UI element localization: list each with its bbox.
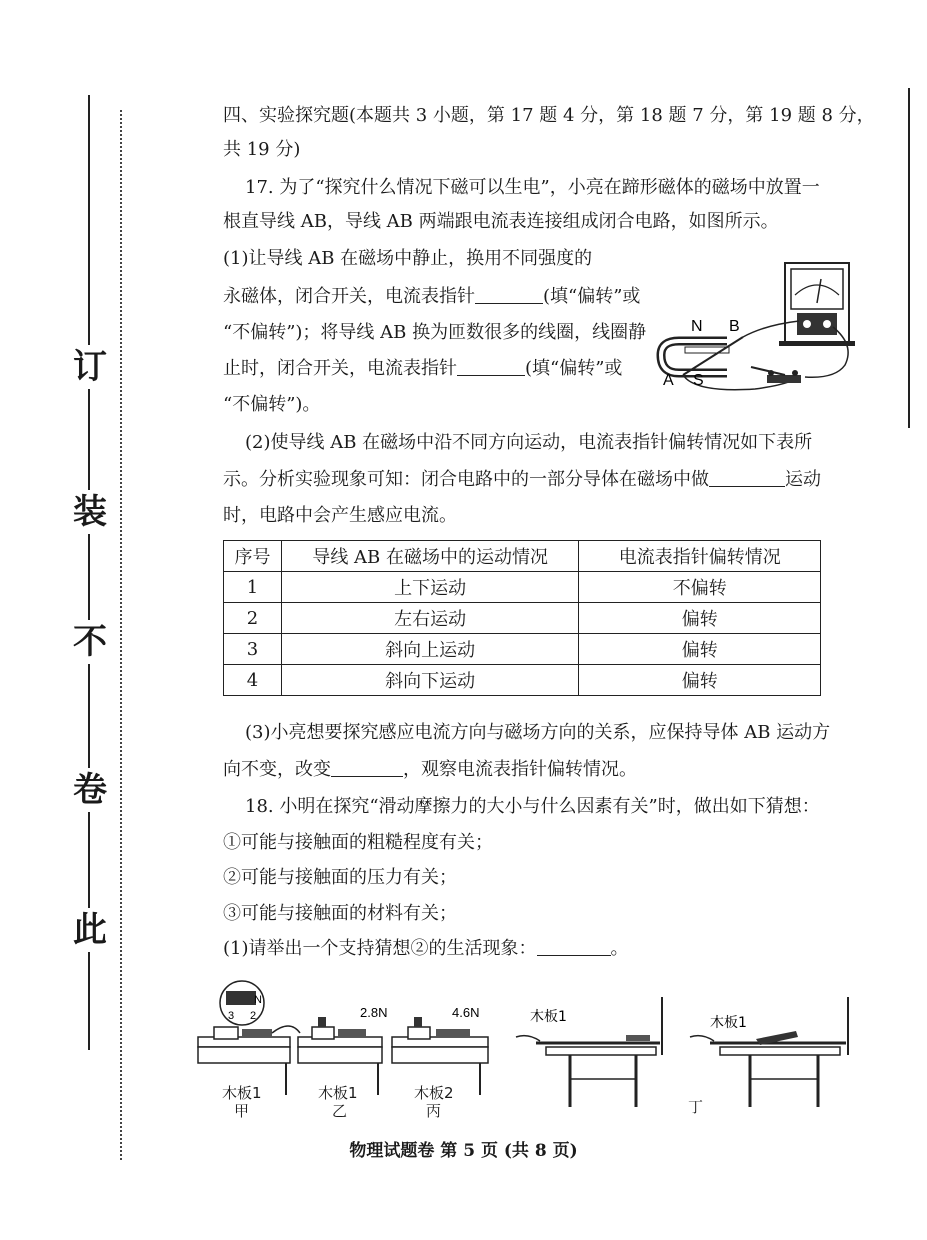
- table-cell: 2: [224, 603, 282, 634]
- ding-label: 丁: [688, 1098, 704, 1116]
- label-n: N: [691, 318, 703, 335]
- scale-label-2: 2: [250, 1010, 257, 1022]
- ding-board-b-label: 木板1: [710, 1015, 747, 1031]
- jia-label: 甲: [234, 1102, 250, 1120]
- table-row: [224, 603, 821, 634]
- binding-char-bu: 不: [68, 620, 112, 664]
- q17-part3-line2: [223, 755, 637, 785]
- label-a: A: [663, 372, 674, 389]
- table-cell: 上下运动: [281, 572, 578, 603]
- scale-label-n: N: [254, 994, 262, 1006]
- binding-solid-line: [88, 95, 90, 1050]
- binding-char-ding: 订: [68, 345, 112, 389]
- table-header-cell: 电流表指针偏转情况: [579, 541, 821, 572]
- ding-board-a-label: 木板1: [530, 1009, 567, 1025]
- q18-blank-1[interactable]: [537, 935, 611, 956]
- scale-label-3: 3: [228, 1010, 235, 1022]
- yi-force-label: 2.8N: [360, 1005, 388, 1020]
- q17-blank-1[interactable]: [475, 283, 543, 304]
- galvanometer-icon: [779, 263, 855, 346]
- right-margin-rule: [908, 88, 910, 428]
- q17-apparatus-figure: [655, 255, 855, 395]
- q17-blank-3[interactable]: [709, 466, 785, 487]
- section-title: 四、实验探究题(本题共 3 小题，第 17 题 4 分，第 18 题 7 分，第 19 题 8 分，: [223, 105, 875, 126]
- q18-intro: 18. 小明在探究“滑动摩擦力的大小与什么因素有关”时，做出如下猜想：: [245, 796, 820, 817]
- q18-guess-1: ①可能与接触面的粗糙程度有关；: [223, 832, 493, 853]
- label-s: S: [693, 372, 704, 389]
- q17-part1-line4: [223, 354, 622, 384]
- q17-part1-line2: [223, 282, 640, 312]
- q18-part1-text-b: 。: [610, 938, 629, 959]
- q17-part1-text-c: 止时，闭合开关，电流表指针: [223, 358, 457, 379]
- q17-part1-line1: (1)让导线 AB 在磁场中静止，换用不同强度的: [223, 248, 593, 269]
- q17-part1-text-d: (填“偏转”或: [525, 358, 623, 379]
- table-cell: 斜向下运动: [281, 665, 578, 696]
- table-cell: 偏转: [579, 665, 821, 696]
- jia-board-label: 木板1: [222, 1084, 262, 1102]
- yi-label: 乙: [332, 1102, 348, 1120]
- q17-blank-4[interactable]: [331, 756, 403, 777]
- binding-char-ci: 此: [68, 908, 112, 952]
- q17-part3-text-b: ，观察电流表指针偏转情况。: [403, 759, 637, 780]
- table-row: [224, 634, 821, 665]
- table-header-cell: 导线 AB 在磁场中的运动情况: [281, 541, 578, 572]
- table-cell: 左右运动: [281, 603, 578, 634]
- q17-part3-text-a: 向不变，改变: [223, 759, 331, 780]
- table-cell: 斜向上运动: [281, 634, 578, 665]
- page-footer: 物理试题卷 第 5 页 (共 8 页): [349, 1141, 578, 1161]
- q17-part1-line3: “不偏转”)；将导线 AB 换为匝数很多的线圈，线圈静: [223, 322, 647, 343]
- table-header-row: [224, 541, 821, 572]
- table-cell: 偏转: [579, 603, 821, 634]
- q17-part2-text-b: 运动: [785, 469, 821, 490]
- figure-ding-flat: [516, 997, 662, 1107]
- table-cell: 偏转: [579, 634, 821, 665]
- binding-dotted-line: [120, 110, 122, 1160]
- table-cell: 不偏转: [579, 572, 821, 603]
- table-cell: 4: [224, 665, 282, 696]
- bing-board-label: 木板2: [414, 1084, 454, 1102]
- q17-part2-text-a: 示。分析实验现象可知：闭合电路中的一部分导体在磁场中做: [223, 469, 709, 490]
- q18-part1-text-a: (1)请举出一个支持猜想②的生活现象：: [223, 938, 537, 959]
- table-row: [224, 665, 821, 696]
- q17-part3-line1: (3)小亮想要探究感应电流方向与磁场方向的关系，应保持导体 AB 运动方: [245, 722, 831, 743]
- q17-part2-line3: 时，电路中会产生感应电流。: [223, 505, 457, 526]
- q18-guess-3: ③可能与接触面的材料有关；: [223, 903, 457, 924]
- switch-icon: [751, 367, 801, 383]
- q17-results-table: [223, 540, 821, 696]
- q18-guess-2: ②可能与接触面的压力有关；: [223, 867, 457, 888]
- bing-label: 丙: [426, 1102, 442, 1120]
- q17-part2-line2: [223, 465, 821, 495]
- q18-experiment-figures: [190, 975, 860, 1115]
- figure-jia: [198, 981, 300, 1095]
- section-title-cont: 共 19 分): [223, 139, 301, 160]
- q17-intro-cont: 根直导线 AB，导线 AB 两端跟电流表连接组成闭合电路，如图所示。: [223, 211, 779, 232]
- q18-part1: [223, 934, 629, 964]
- binding-char-juan: 卷: [68, 768, 112, 812]
- bing-force-label: 4.6N: [452, 1005, 480, 1020]
- table-header-cell: 序号: [224, 541, 282, 572]
- table-row: [224, 572, 821, 603]
- binding-char-zhuang: 装: [68, 490, 112, 534]
- table-cell: 1: [224, 572, 282, 603]
- table-cell: 3: [224, 634, 282, 665]
- label-b: B: [729, 318, 740, 335]
- q17-blank-2[interactable]: [457, 355, 525, 376]
- q17-intro: 17. 为了“探究什么情况下磁可以生电”，小亮在蹄形磁体的磁场中放置一: [245, 177, 820, 198]
- yi-board-label: 木板1: [318, 1084, 358, 1102]
- q17-part2-line1: (2)使导线 AB 在磁场中沿不同方向运动，电流表指针偏转情况如下表所: [245, 432, 813, 453]
- q17-part1-text-a: 永磁体，闭合开关，电流表指针: [223, 286, 475, 307]
- figure-ding-incline: [690, 997, 848, 1107]
- q17-part1-text-b: (填“偏转”或: [543, 286, 641, 307]
- q17-part1-line5: “不偏转”)。: [223, 394, 321, 415]
